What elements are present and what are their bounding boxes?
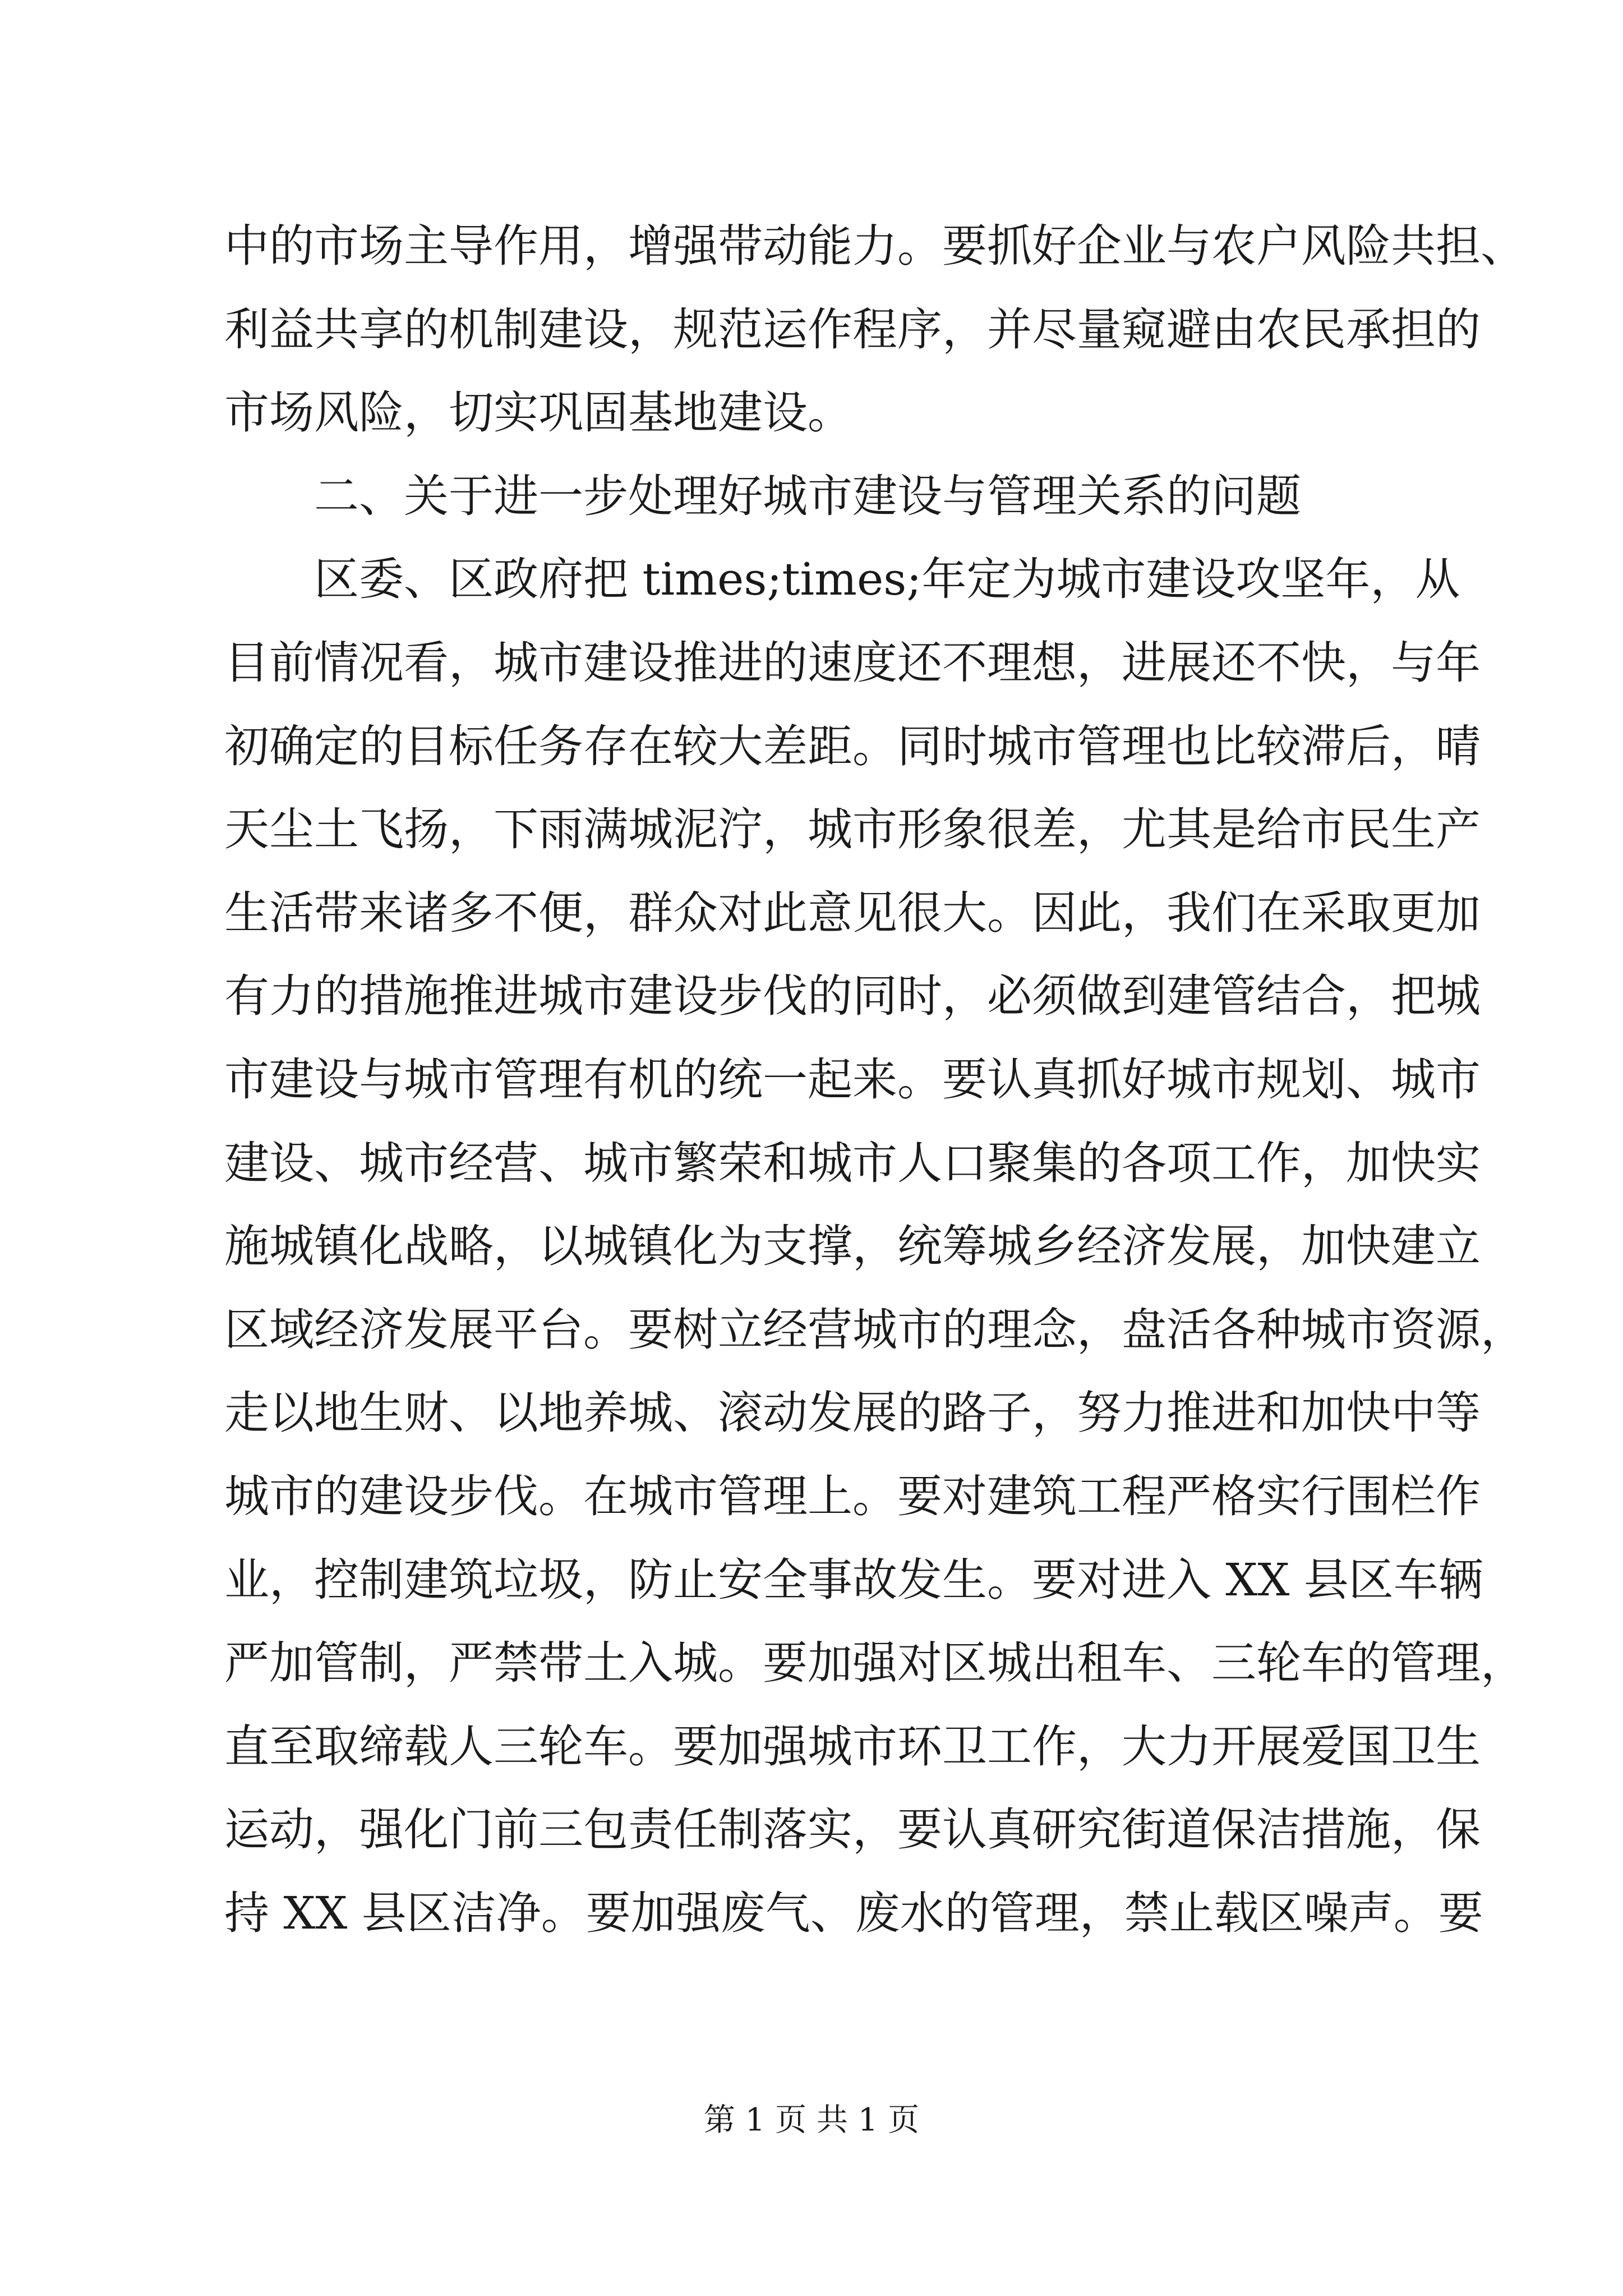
- text-line-9: 生活带来诸多不便，群众对此意见很大。因此，我们在采取更加: [224, 886, 1481, 939]
- text-line-14: 区域经济发展平台。要树立经营城市的理念，盘活各种城市资源，: [224, 1303, 1525, 1356]
- text-line-11: 市建设与城市管理有机的统一起来。要认真抓好城市规划、城市: [224, 1053, 1481, 1106]
- text-line-20: 运动，强化门前三包责任制落实，要认真研究街道保洁措施，保: [224, 1803, 1481, 1856]
- text-line-13: 施城镇化战略，以城镇化为支撑，统筹城乡经济发展，加快建立: [224, 1220, 1481, 1273]
- text-line-2: 利益共享的机制建设，规范运作程序，并尽量窥避由农民承担的: [224, 303, 1481, 356]
- text-line-10: 有力的措施推进城市建设步伐的同时，必须做到建管结合，把城: [224, 970, 1481, 1023]
- document-body: [224, 205, 1525, 1955]
- text-line-21: 持 XX 县区洁净。要加强废气、废水的管理，禁止载区噪声。要: [224, 1887, 1483, 1939]
- page-number-footer: 第 1 页 共 1 页: [703, 2102, 920, 2138]
- text-line-6: 目前情况看，城市建设推进的速度还不理想，进展还不快，与年: [224, 636, 1481, 689]
- text-line-15: 走以地生财、以地养城、滚动发展的路子，努力推进和加快中等: [224, 1387, 1481, 1439]
- text-line-17: 业，控制建筑垃圾，防止安全事故发生。要对进入 XX 县区车辆: [224, 1553, 1483, 1606]
- text-line-18: 严加管制，严禁带土入城。要加强对区城出租车、三轮车的管理，: [224, 1637, 1525, 1690]
- text-line-7: 初确定的目标任务存在较大差距。同时城市管理也比较滞后，晴: [224, 720, 1481, 772]
- text-line-19: 直至取缔载人三轮车。要加强城市环卫工作，大力开展爱国卫生: [224, 1720, 1481, 1773]
- text-line-3: 市场风险，切实巩固基地建设。: [224, 386, 852, 439]
- text-line-5: 区委、区政府把 times;times;年定为城市建设攻坚年，从: [314, 553, 1460, 606]
- section-heading: 二、关于进一步处理好城市建设与管理关系的问题: [314, 470, 1301, 522]
- text-line-1: 中的市场主导作用，增强带动能力。要抓好企业与农户风险共担、: [224, 220, 1525, 272]
- text-line-12: 建设、城市经营、城市繁荣和城市人口聚集的各项工作，加快实: [224, 1137, 1481, 1189]
- text-line-16: 城市的建设步伐。在城市管理上。要对建筑工程严格实行围栏作: [224, 1470, 1481, 1522]
- text-line-8: 天尘土飞扬，下雨满城泥泞，城市形象很差，尤其是给市民生产: [224, 803, 1481, 856]
